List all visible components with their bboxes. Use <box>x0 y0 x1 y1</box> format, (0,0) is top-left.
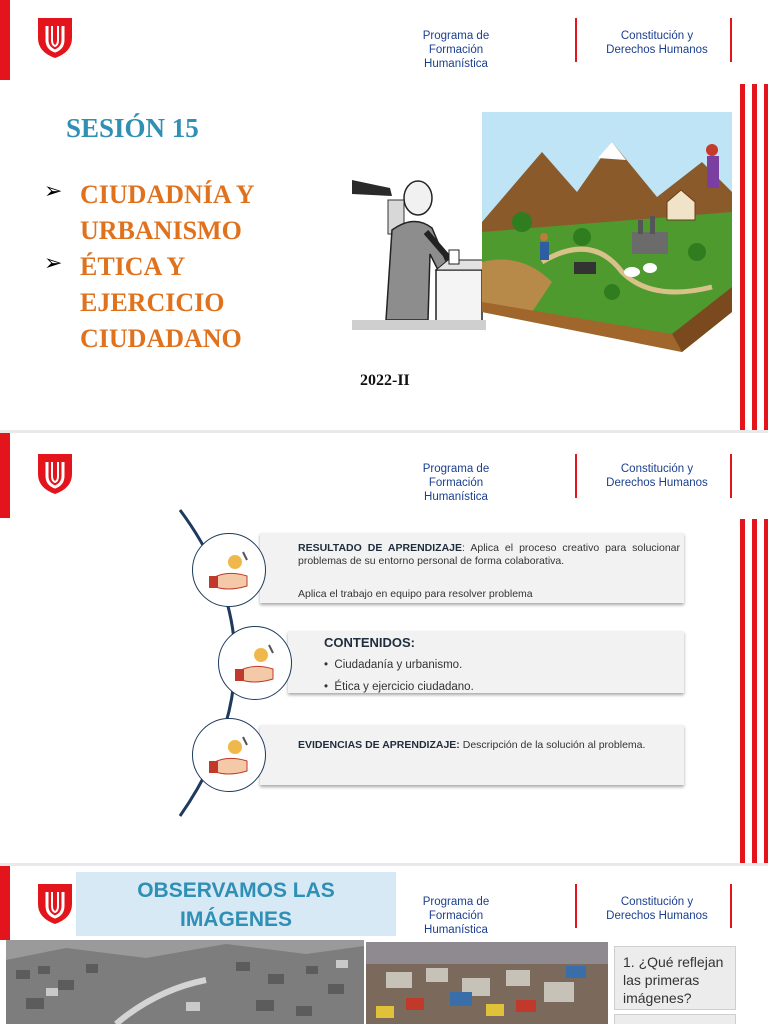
evidence-icon-circle <box>192 718 266 792</box>
university-logo-icon <box>38 454 72 494</box>
program-header <box>396 462 516 504</box>
contents-card <box>288 631 684 693</box>
topic-2-line-3: CIUDADANO <box>80 324 242 353</box>
course-line-2: Derechos Humanos <box>606 44 708 56</box>
red-stripes <box>740 519 768 863</box>
course-line-1: Constitución y <box>620 463 694 475</box>
course-header <box>597 29 717 57</box>
bullet-arrow-icon: ➢ <box>44 178 63 203</box>
course-header <box>597 895 717 923</box>
program-line-1: Programa de Formación <box>422 896 490 922</box>
topic-2-line-1: ÉTICA Y <box>80 252 186 281</box>
hand-lightbulb-icon <box>207 548 253 594</box>
outcome-icon-circle <box>192 533 266 607</box>
header-divider <box>575 18 577 62</box>
section-title-line-2: IMÁGENES <box>179 908 292 931</box>
academic-period: 2022-II <box>360 372 410 389</box>
red-tab <box>0 866 10 940</box>
course-line-1: Constitución y <box>620 896 694 908</box>
program-line-1: Programa de Formación <box>422 463 490 489</box>
question-1-box <box>614 946 736 1010</box>
hand-lightbulb-icon <box>207 733 253 779</box>
header-divider <box>575 884 577 928</box>
voting-illustration <box>352 170 486 330</box>
section-title-line-1: OBSERVAMOS LAS <box>137 879 335 902</box>
contents-item-text: Ética y ejercicio ciudadano. <box>334 681 474 693</box>
program-header <box>396 29 516 71</box>
red-stripes <box>740 84 768 430</box>
bullet-arrow-icon: ➢ <box>44 250 63 275</box>
traffic-jam-photo <box>366 942 608 1024</box>
urban-landscape-illustration <box>482 112 732 352</box>
learning-outcome-extra: Aplica el trabajo en equipo para resolver problema <box>298 588 533 600</box>
course-header <box>597 462 717 490</box>
contents-item: • Ética y ejercicio ciudadano. <box>324 681 474 693</box>
program-line-1: Programa de Formación <box>422 30 490 56</box>
red-tab <box>0 0 10 80</box>
hand-lightbulb-icon <box>233 641 279 687</box>
topic-2-line-2: EJERCICIO <box>80 288 225 317</box>
contents-item: • Ciudadanía y urbanismo. <box>324 659 463 671</box>
course-line-2: Derechos Humanos <box>606 477 708 489</box>
hillside-settlement-photo <box>6 940 364 1024</box>
topic-2 <box>80 249 242 357</box>
learning-outcome-description: : Aplica el proceso creativo para solucionar problemas de su entorno personal de forma colaborativa. <box>298 542 681 567</box>
session-title: SESIÓN 15 <box>66 113 199 143</box>
topic-1-line-1: CIUDADNÍA Y <box>80 180 255 209</box>
header-divider <box>730 454 732 498</box>
red-tab <box>0 433 10 518</box>
header-divider <box>730 884 732 928</box>
header-divider <box>575 454 577 498</box>
program-header <box>396 895 516 937</box>
university-logo-icon <box>38 884 72 924</box>
program-line-2: Humanística <box>424 491 488 503</box>
evidence-label: EVIDENCIAS DE APRENDIZAJE: <box>298 739 460 751</box>
slide-3 <box>0 866 768 1024</box>
course-line-2: Derechos Humanos <box>606 910 708 922</box>
contents-item-text: Ciudadanía y urbanismo. <box>334 659 463 671</box>
topic-1 <box>80 177 255 249</box>
evidence-card <box>260 725 684 785</box>
section-title-box <box>76 872 396 936</box>
question-1-text: 1. ¿Qué reflejan las primeras imágenes? <box>623 954 724 1006</box>
slide-2 <box>0 433 768 863</box>
course-line-1: Constitución y <box>620 30 694 42</box>
learning-outcome-label: RESULTADO DE APRENDIZAJE <box>298 542 463 554</box>
university-logo-icon <box>38 18 72 58</box>
learning-outcome-text <box>298 542 680 567</box>
learning-outcome-card <box>260 533 684 603</box>
contents-label: CONTENIDOS: <box>324 635 415 650</box>
topic-1-line-2: URBANISMO <box>80 216 242 245</box>
evidence-description: Descripción de la solución al problema. <box>459 739 646 751</box>
question-2-box <box>614 1014 736 1024</box>
slide-1 <box>0 0 768 430</box>
evidence-text <box>298 739 680 752</box>
program-line-2: Humanística <box>424 58 488 70</box>
contents-icon-circle <box>218 626 292 700</box>
program-line-2: Humanística <box>424 924 488 936</box>
header-divider <box>730 18 732 62</box>
